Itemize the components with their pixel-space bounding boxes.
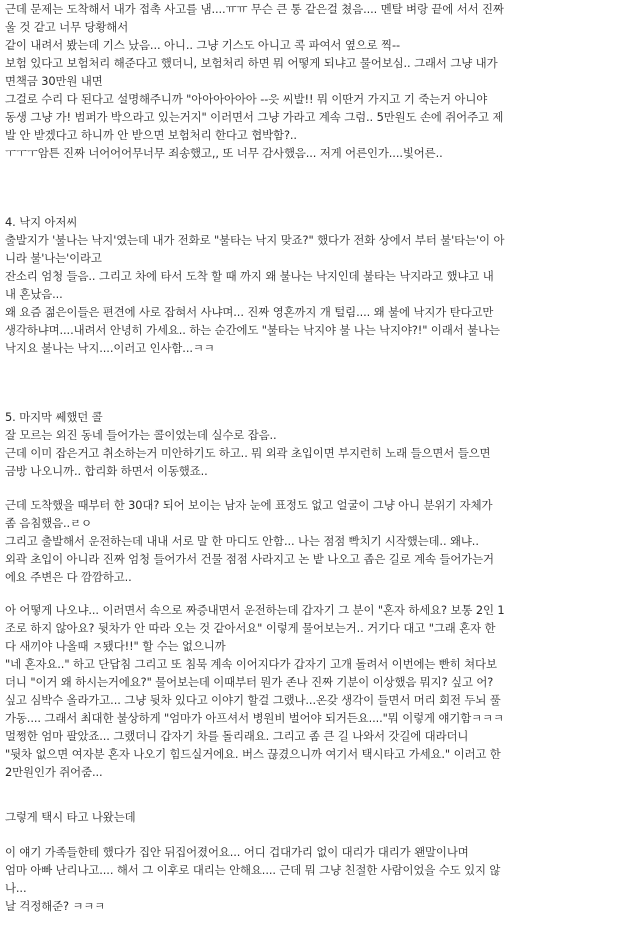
text-line: 아 어떻게 나오냐... 이러면서 속으로 짜증내면서 운전하는데 갑자기 그 분이 "혼자 하세요? 보통 2인 1 — [5, 603, 505, 617]
text-line: 그렇게 택시 타고 나왔는데 — [5, 810, 136, 824]
text-line: 에요 주변은 다 깜깜하고.. — [5, 570, 132, 584]
text-line: 니라 불'나는'이라고 — [5, 251, 102, 265]
text-line: 잔소리 엄청 들음.. 그리고 차에 타서 도착 할 때 까지 왜 불나는 낙지인데 불타는 낙지라고 했냐고 내 — [5, 269, 494, 283]
text-line: 엄마 아빠 난리나고.... 해서 그 이후로 대리는 안해요.... 근데 뭐 그냥 친절한 사람이었을 수도 있지 않 — [5, 863, 501, 877]
text-line: 근데 문제는 도착해서 내가 접촉 사고를 냄....ㅠㅠ 무슨 큰 통 같은걸 쳤음.... 멘탈 벼랑 끝에 서서 진짜 — [5, 2, 504, 16]
text-line: 면책금 30만원 내면 — [5, 74, 103, 88]
text-line: 더니 "이거 왜 하시는거에요?" 물어보는데 이때부터 뭔가 존나 진짜 기분이 이상했음 뭐지? 싶고 어? — [5, 675, 494, 689]
text-line: 생각하냐며....내려서 안녕히 가세요.. 하는 순간에도 "불타는 낙지야 불 나는 낙지야?!" 이래서 불나는 — [5, 323, 500, 337]
text-line: 날 걱정해준? ㅋㅋㅋ — [5, 899, 106, 913]
text-line: 같이 내려서 봤는데 기스 났음... 아니.. 그냥 기스도 아니고 콕 파여서 옆으로 찍-- — [5, 38, 400, 52]
text-line: 금방 나오니까.. 합리화 하면서 이동했죠.. — [5, 464, 208, 478]
text-line: 울 것 같고 너무 당황해서 — [5, 20, 129, 34]
text-line: 근데 도착했을 때부터 한 30대? 되어 보이는 남자 눈에 표정도 없고 얼굴이 그냥 아니 분위기 자체가 — [5, 498, 493, 512]
text-line: 다 새끼야 나올때 ㅈ됐다!!" 할 수는 없으니까 — [5, 639, 226, 653]
text-line: 근데 이미 잡은거고 취소하는거 미안하기도 하고.. 뭐 외곽 초입이면 부지런히 노래 들으면서 들으면 — [5, 446, 491, 460]
section-heading: 4. 낙지 아저씨 — [5, 215, 78, 229]
text-line: 싶고 심박수 올라가고... 그냥 뒷차 있다고 이야기 할걸 그랬나...온갖 생각이 들면서 머리 회전 두뇌 풀 — [5, 693, 501, 707]
text-line: 나... — [5, 881, 27, 895]
text-line: 외곽 초입이 아니라 진짜 엄청 들어가서 건물 점점 사라지고 논 밭 나오고 좁은 길로 계속 들어가는거 — [5, 552, 494, 566]
text-line: "네 혼자요.." 하고 단답침 그리고 또 침묵 계속 이어지다가 갑자기 고개 돌려서 이번에는 빤히 쳐다보 — [5, 657, 497, 671]
text-line: 왜 요즘 젊은이들은 편견에 사로 잡혀서 사냐며... 진짜 영혼까지 개 털림.... 왜 불에 낙지가 탄다고만 — [5, 305, 494, 319]
text-line: 발 안 받겠다고 하니까 안 받으면 보험처리 한다고 협박함?.. — [5, 128, 297, 142]
text-line: 그걸로 수리 다 된다고 설명해주니까 "아아아아아아 --읏 씨발!! 뭐 이딴거 가지고 기 죽는거 아니야 — [5, 92, 488, 106]
text-line: 가동.... 그래서 최대한 불상하게 "엄마가 아프셔서 병원비 벌어야 되거든요...."뭐 이렇게 얘기함ㅋㅋㅋ — [5, 711, 504, 725]
text-line: 그리고 출발해서 운전하는데 내내 서로 말 한 마디도 안함... 나는 점점 빡치기 시작했는데.. 왜냐.. — [5, 534, 479, 548]
text-line: 조로 하지 않아요? 뒷차가 안 따라 오는 것 같아서요" 이렇게 물어보는거.. 거기다 대고 "그래 혼자 한 — [5, 621, 496, 635]
text-line: ㅜㅜㅜ암튼 진짜 너어어어무너무 죄송했고,, 또 너무 감사했음... 저게 어른인가....빛어른.. — [5, 146, 443, 160]
text-line: 출발지가 '불나는 낙지'였는데 내가 전화로 "불타는 낙지 맞죠?" 했다가 전화 상에서 부터 불'타는'이 아 — [5, 233, 505, 247]
text-line: "뒷차 없으면 여자분 혼자 나오기 힘드실거에요. 버스 끊겼으니까 여기서 택시타고 가세요." 이러고 한 — [5, 747, 501, 761]
section-heading: 5. 마지막 쎄했던 콜 — [5, 410, 103, 424]
text-line: 멀쩡한 엄마 팔았죠... 그랬더니 갑자기 차를 돌리래요. 그리고 좀 큰 길 나와서 갓길에 대라더니 — [5, 729, 469, 743]
text-line: 동생 그냥 가! 범퍼가 박으라고 있는거지" 이러면서 그냥 가라고 계속 그럼.. 5만원도 손에 쥐어주고 제 — [5, 110, 504, 124]
text-line: 내 혼났음... — [5, 287, 63, 301]
text-line: 좀 음침했음..ㄹㅇ — [5, 516, 92, 530]
text-line: 2만원인가 쥐어줌... — [5, 765, 103, 779]
text-line: 보험 있다고 보험처리 해준다고 했더니, 보험처리 하면 뭐 어떻게 되냐고 물어보심.. 그래서 그냥 내가 — [5, 56, 498, 70]
text-line: 잘 모르는 외진 동네 들어가는 콜이었는데 실수로 잡음.. — [5, 428, 277, 442]
text-line: 낙지요 불나는 낙지....이러고 인사함...ㅋㅋ — [5, 341, 215, 355]
text-line: 이 얘기 가족들한테 했다가 집안 뒤집어졌어요... 어디 겁대가리 없이 대리가 대리가 왠말이나며 — [5, 845, 469, 859]
